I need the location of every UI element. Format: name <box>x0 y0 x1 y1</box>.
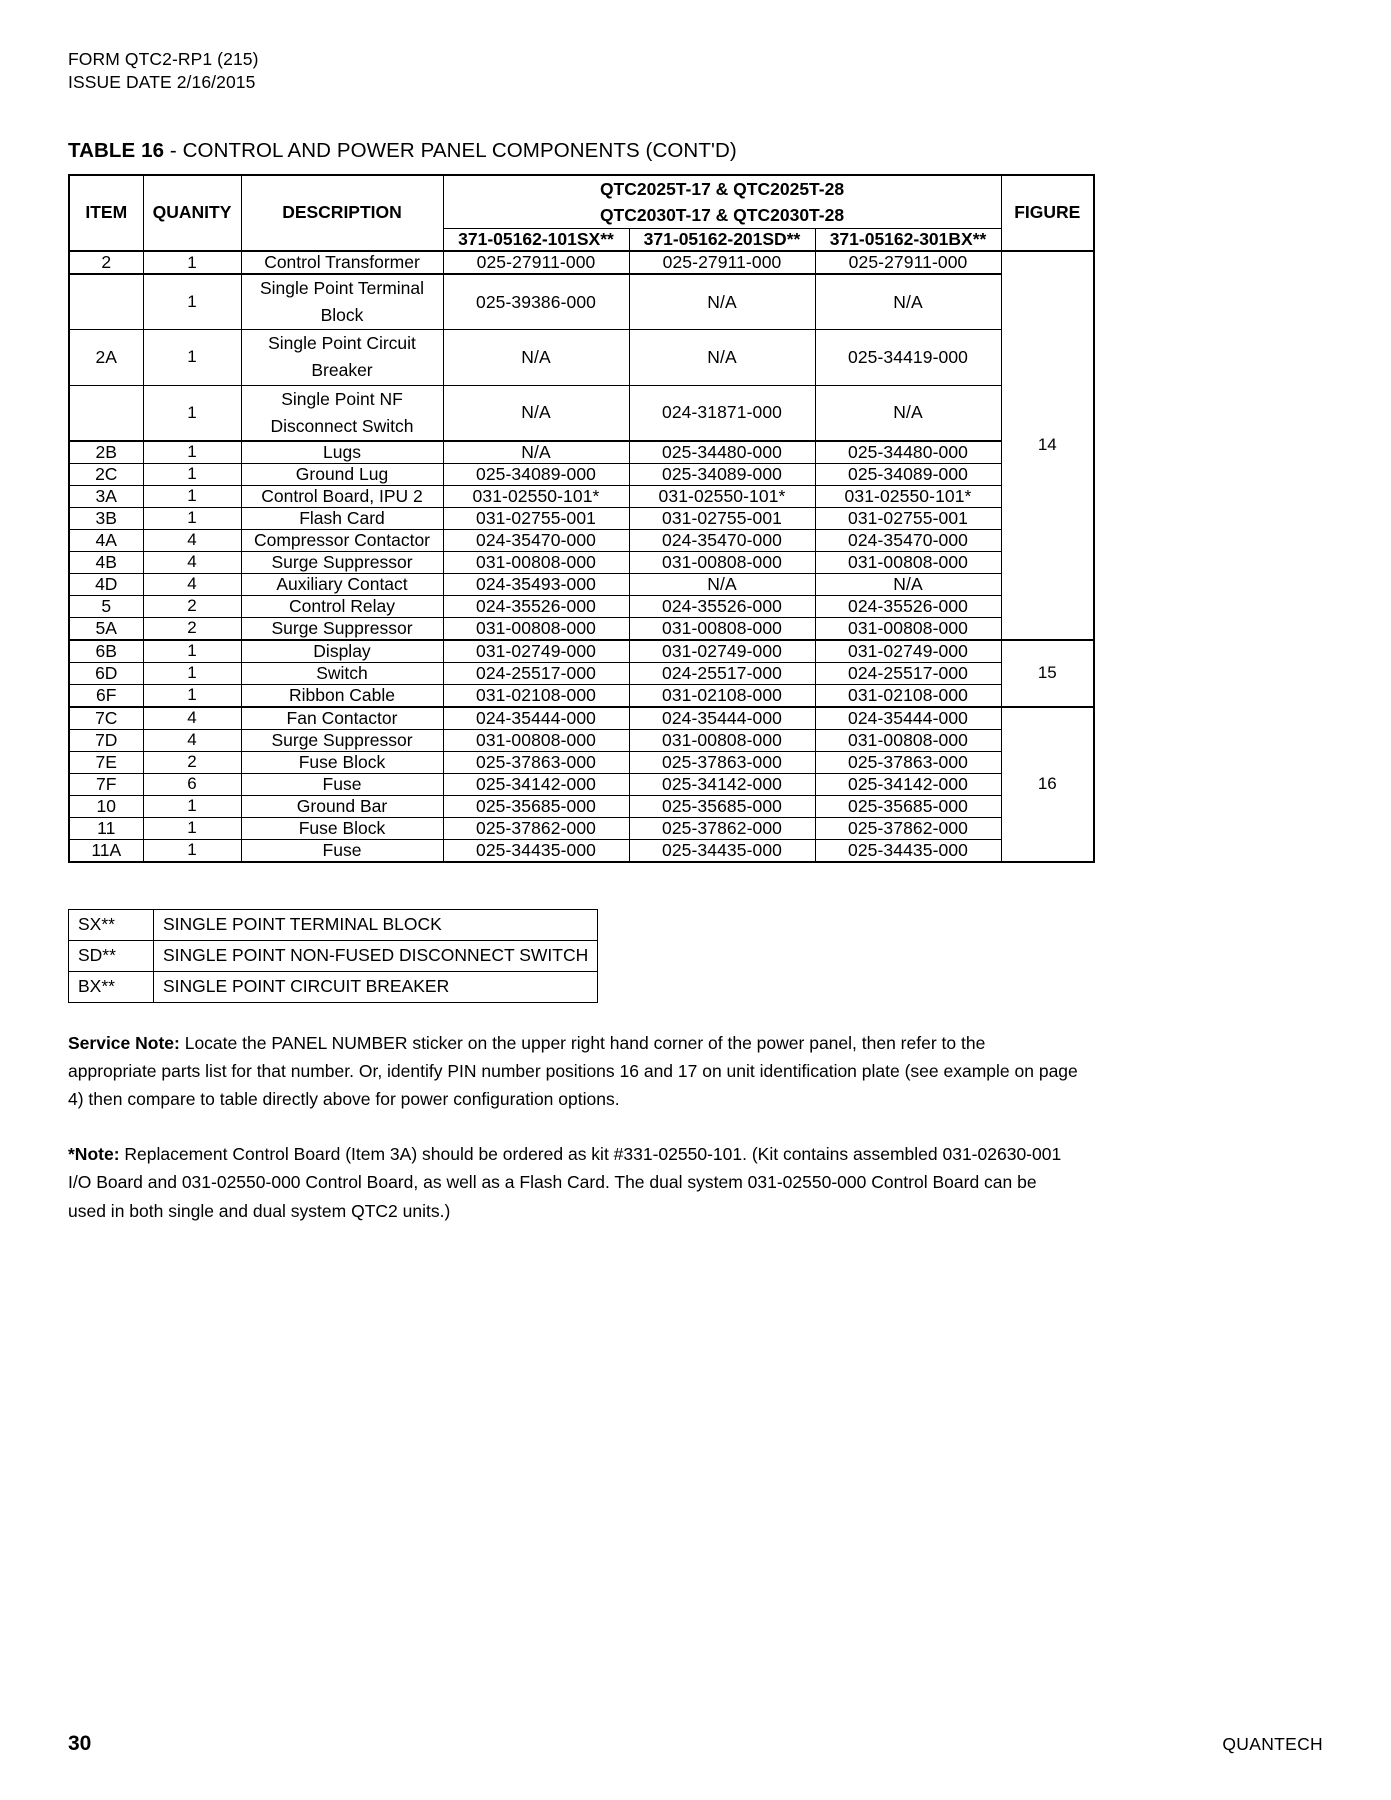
legend-description: SINGLE POINT TERMINAL BLOCK <box>154 909 598 940</box>
cell-item: 11 <box>69 817 143 839</box>
cell-part-number-1: 031-00808-000 <box>443 729 629 751</box>
cell-part-number-2: 025-34089-000 <box>629 463 815 485</box>
cell-part-number-3: 025-27911-000 <box>815 251 1001 274</box>
cell-part-number-2: 031-02749-000 <box>629 640 815 663</box>
cell-item: 7F <box>69 773 143 795</box>
description-line-2: Block <box>320 305 364 326</box>
service-note-label: Service Note: <box>68 1032 180 1053</box>
cell-description: Fuse <box>241 839 443 862</box>
table-title-rest: - CONTROL AND POWER PANEL COMPONENTS (CONT'D) <box>164 138 737 162</box>
cell-description: Fuse <box>241 773 443 795</box>
issue-date: ISSUE DATE 2/16/2015 <box>68 72 256 93</box>
cell-item <box>69 274 143 330</box>
cell-part-number-2: 031-00808-000 <box>629 729 815 751</box>
header-figure: FIGURE <box>1001 175 1094 252</box>
table-row <box>69 441 1094 464</box>
cell-description: Fuse Block <box>241 751 443 773</box>
cell-figure: 14 <box>1001 251 1094 640</box>
cell-part-number-3: 031-02749-000 <box>815 640 1001 663</box>
cell-item: 4A <box>69 529 143 551</box>
cell-quantity: 2 <box>143 595 241 617</box>
cell-part-number-1: 025-39386-000 <box>443 274 629 330</box>
table-row <box>69 817 1094 839</box>
cell-part-number-2: 025-37862-000 <box>629 817 815 839</box>
cell-part-number-3: 024-35444-000 <box>815 707 1001 730</box>
cell-part-number-1: 031-02550-101* <box>443 485 629 507</box>
table-row <box>69 773 1094 795</box>
table-row <box>69 529 1094 551</box>
cell-quantity: 2 <box>143 751 241 773</box>
table-row <box>69 485 1094 507</box>
cell-item: 5 <box>69 595 143 617</box>
cell-description: Fuse Block <box>241 817 443 839</box>
cell-part-number-1: N/A <box>443 385 629 441</box>
cell-description <box>241 274 443 330</box>
cell-item: 4D <box>69 573 143 595</box>
cell-part-number-2: 024-35526-000 <box>629 595 815 617</box>
cell-quantity: 6 <box>143 773 241 795</box>
table-row <box>69 751 1094 773</box>
document-header <box>68 48 1323 95</box>
description-line-1: Single Point Circuit <box>268 333 416 354</box>
cell-part-number-1: 024-35526-000 <box>443 595 629 617</box>
cell-part-number-3: 025-34089-000 <box>815 463 1001 485</box>
cell-item: 6D <box>69 662 143 684</box>
cell-quantity: 1 <box>143 385 241 441</box>
cell-description: Switch <box>241 662 443 684</box>
table-head <box>69 175 1094 252</box>
cell-part-number-2: 025-27911-000 <box>629 251 815 274</box>
cell-part-number-2: 024-31871-000 <box>629 385 815 441</box>
cell-part-number-2: 025-35685-000 <box>629 795 815 817</box>
cell-part-number-2: N/A <box>629 274 815 330</box>
cell-description: Flash Card <box>241 507 443 529</box>
cell-part-number-3: 024-25517-000 <box>815 662 1001 684</box>
cell-description: Ribbon Cable <box>241 684 443 707</box>
cell-quantity: 1 <box>143 640 241 663</box>
cell-part-number-1: 024-35493-000 <box>443 573 629 595</box>
cell-description <box>241 330 443 385</box>
cell-part-number-1: 024-35470-000 <box>443 529 629 551</box>
cell-description: Surge Suppressor <box>241 617 443 640</box>
cell-part-number-3: 025-34480-000 <box>815 441 1001 464</box>
cell-part-number-3: 031-02108-000 <box>815 684 1001 707</box>
table-body <box>69 251 1094 862</box>
cell-part-number-1: 025-34089-000 <box>443 463 629 485</box>
table-row <box>69 385 1094 441</box>
header-model-line1: QTC2025T-17 & QTC2025T-28 <box>599 178 845 199</box>
cell-description: Control Relay <box>241 595 443 617</box>
cell-description: Surge Suppressor <box>241 729 443 751</box>
cell-part-number-2: N/A <box>629 573 815 595</box>
cell-part-number-3: 025-34142-000 <box>815 773 1001 795</box>
cell-part-number-1: 025-37862-000 <box>443 817 629 839</box>
cell-part-number-3: 031-00808-000 <box>815 729 1001 751</box>
cell-item: 3A <box>69 485 143 507</box>
cell-part-number-1: N/A <box>443 441 629 464</box>
cell-item: 2 <box>69 251 143 274</box>
table-row <box>69 617 1094 640</box>
description-line-2: Breaker <box>311 360 373 381</box>
table-row <box>69 595 1094 617</box>
cell-part-number-3: 024-35526-000 <box>815 595 1001 617</box>
cell-part-number-3: 025-37863-000 <box>815 751 1001 773</box>
cell-item: 10 <box>69 795 143 817</box>
table-row <box>69 795 1094 817</box>
cell-item: 7D <box>69 729 143 751</box>
cell-quantity: 1 <box>143 485 241 507</box>
table-title <box>68 139 1323 163</box>
header-model-line2: QTC2030T-17 & QTC2030T-28 <box>599 204 845 225</box>
cell-quantity: 1 <box>143 839 241 862</box>
header-models <box>443 175 1001 229</box>
cell-part-number-3: N/A <box>815 385 1001 441</box>
cell-item: 6F <box>69 684 143 707</box>
header-description: DESCRIPTION <box>241 175 443 252</box>
cell-quantity: 4 <box>143 707 241 730</box>
service-note-text: Locate the PANEL NUMBER sticker on the upper right hand corner of the power panel, then refer to the appropriate parts list for that number. Or, identify PIN number positions 16 and 17 on unit identification plate (see example on page 4) then compare to table directly above for power configuration options. <box>68 1032 1078 1110</box>
legend-row <box>69 971 598 1002</box>
cell-part-number-3: 025-37862-000 <box>815 817 1001 839</box>
cell-part-number-1: 031-02755-001 <box>443 507 629 529</box>
cell-quantity: 1 <box>143 684 241 707</box>
legend-code: SX** <box>69 909 154 940</box>
cell-item: 3B <box>69 507 143 529</box>
table-row <box>69 839 1094 862</box>
cell-item: 7C <box>69 707 143 730</box>
cell-description: Control Transformer <box>241 251 443 274</box>
cell-part-number-1: 031-00808-000 <box>443 551 629 573</box>
cell-item: 4B <box>69 551 143 573</box>
cell-part-number-2: 024-35470-000 <box>629 529 815 551</box>
cell-part-number-2: 025-34480-000 <box>629 441 815 464</box>
table-row <box>69 684 1094 707</box>
table-title-label: TABLE 16 <box>68 138 165 162</box>
table-row <box>69 330 1094 385</box>
cell-description: Control Board, IPU 2 <box>241 485 443 507</box>
description-line-2: Disconnect Switch <box>270 415 414 436</box>
cell-part-number-1: 025-27911-000 <box>443 251 629 274</box>
cell-description: Ground Bar <box>241 795 443 817</box>
cell-part-number-3: 031-02550-101* <box>815 485 1001 507</box>
cell-item: 6B <box>69 640 143 663</box>
cell-description: Ground Lug <box>241 463 443 485</box>
legend-row <box>69 909 598 940</box>
header-item: ITEM <box>69 175 143 252</box>
cell-figure: 16 <box>1001 707 1094 862</box>
cell-description: Surge Suppressor <box>241 551 443 573</box>
cell-part-number-3: 024-35470-000 <box>815 529 1001 551</box>
table-row <box>69 251 1094 274</box>
legend-table <box>68 909 598 1003</box>
cell-quantity: 2 <box>143 617 241 640</box>
cell-description <box>241 385 443 441</box>
cell-part-number-3: 025-34435-000 <box>815 839 1001 862</box>
page-footer <box>68 1732 1323 1756</box>
cell-quantity: 4 <box>143 729 241 751</box>
cell-quantity: 1 <box>143 441 241 464</box>
cell-part-number-3: 031-00808-000 <box>815 551 1001 573</box>
cell-quantity: 1 <box>143 795 241 817</box>
legend-code: BX** <box>69 971 154 1002</box>
cell-figure: 15 <box>1001 640 1094 707</box>
cell-quantity: 1 <box>143 817 241 839</box>
legend-code: SD** <box>69 940 154 971</box>
cell-part-number-1: N/A <box>443 330 629 385</box>
star-note-label: *Note: <box>68 1143 120 1164</box>
cell-part-number-2: 031-00808-000 <box>629 551 815 573</box>
cell-part-number-1: 024-25517-000 <box>443 662 629 684</box>
cell-quantity: 4 <box>143 551 241 573</box>
cell-part-number-2: 024-35444-000 <box>629 707 815 730</box>
header-part-col-3: 371-05162-301BX** <box>815 229 1001 252</box>
form-number: FORM QTC2-RP1 (215) <box>68 49 259 69</box>
cell-quantity: 1 <box>143 251 241 274</box>
table-header-row <box>69 175 1094 229</box>
cell-quantity: 1 <box>143 274 241 330</box>
table-row <box>69 640 1094 663</box>
cell-part-number-1: 031-02749-000 <box>443 640 629 663</box>
legend-row <box>69 940 598 971</box>
cell-part-number-2: 031-00808-000 <box>629 617 815 640</box>
table-row <box>69 551 1094 573</box>
cell-part-number-2: 024-25517-000 <box>629 662 815 684</box>
cell-part-number-1: 025-35685-000 <box>443 795 629 817</box>
cell-part-number-1: 025-34435-000 <box>443 839 629 862</box>
legend-description: SINGLE POINT CIRCUIT BREAKER <box>154 971 598 1002</box>
service-note <box>68 1029 1078 1114</box>
cell-quantity: 1 <box>143 463 241 485</box>
legend-description: SINGLE POINT NON-FUSED DISCONNECT SWITCH <box>154 940 598 971</box>
description-line-1: Single Point NF <box>281 388 403 409</box>
cell-part-number-3: 025-35685-000 <box>815 795 1001 817</box>
cell-description: Lugs <box>241 441 443 464</box>
star-note <box>68 1140 1078 1225</box>
cell-part-number-1: 024-35444-000 <box>443 707 629 730</box>
cell-part-number-3: 031-02755-001 <box>815 507 1001 529</box>
cell-part-number-1: 031-02108-000 <box>443 684 629 707</box>
brand-name: QUANTECH <box>1222 1734 1323 1754</box>
cell-quantity: 1 <box>143 330 241 385</box>
table-row <box>69 507 1094 529</box>
cell-description: Auxiliary Contact <box>241 573 443 595</box>
cell-description: Compressor Contactor <box>241 529 443 551</box>
cell-item: 5A <box>69 617 143 640</box>
cell-description: Fan Contactor <box>241 707 443 730</box>
cell-item: 2C <box>69 463 143 485</box>
cell-part-number-3: 025-34419-000 <box>815 330 1001 385</box>
cell-quantity: 1 <box>143 662 241 684</box>
cell-item: 11A <box>69 839 143 862</box>
table-row <box>69 463 1094 485</box>
page-number: 30 <box>68 1732 92 1755</box>
cell-part-number-2: 025-37863-000 <box>629 751 815 773</box>
cell-part-number-1: 025-34142-000 <box>443 773 629 795</box>
table-row <box>69 573 1094 595</box>
cell-part-number-3: 031-00808-000 <box>815 617 1001 640</box>
cell-part-number-2: N/A <box>629 330 815 385</box>
cell-description: Display <box>241 640 443 663</box>
cell-part-number-2: 031-02755-001 <box>629 507 815 529</box>
cell-part-number-2: 025-34435-000 <box>629 839 815 862</box>
cell-quantity: 4 <box>143 529 241 551</box>
header-part-col-1: 371-05162-101SX** <box>443 229 629 252</box>
legend-body <box>69 909 598 1002</box>
cell-part-number-2: 031-02108-000 <box>629 684 815 707</box>
cell-part-number-1: 031-00808-000 <box>443 617 629 640</box>
header-part-col-2: 371-05162-201SD** <box>629 229 815 252</box>
cell-part-number-3: N/A <box>815 573 1001 595</box>
cell-part-number-2: 025-34142-000 <box>629 773 815 795</box>
cell-quantity: 1 <box>143 507 241 529</box>
cell-item: 2A <box>69 330 143 385</box>
table-row <box>69 662 1094 684</box>
header-quantity: QUANITY <box>143 175 241 252</box>
table-row <box>69 707 1094 730</box>
components-table <box>68 174 1095 863</box>
cell-item <box>69 385 143 441</box>
description-line-1: Single Point Terminal <box>259 278 425 299</box>
cell-part-number-3: N/A <box>815 274 1001 330</box>
table-row <box>69 274 1094 330</box>
cell-part-number-2: 031-02550-101* <box>629 485 815 507</box>
cell-quantity: 4 <box>143 573 241 595</box>
cell-part-number-1: 025-37863-000 <box>443 751 629 773</box>
table-row <box>69 729 1094 751</box>
star-note-text: Replacement Control Board (Item 3A) should be ordered as kit #331-02550-101. (Kit contains assembled 031-02630-001 I/O Board and 031-02550-000 Control Board, as well as a Flash Card. The dual system 031-02550-000 Control Board can be used in both single and dual system QTC2 units.) <box>68 1143 1062 1221</box>
cell-item: 7E <box>69 751 143 773</box>
cell-item: 2B <box>69 441 143 464</box>
